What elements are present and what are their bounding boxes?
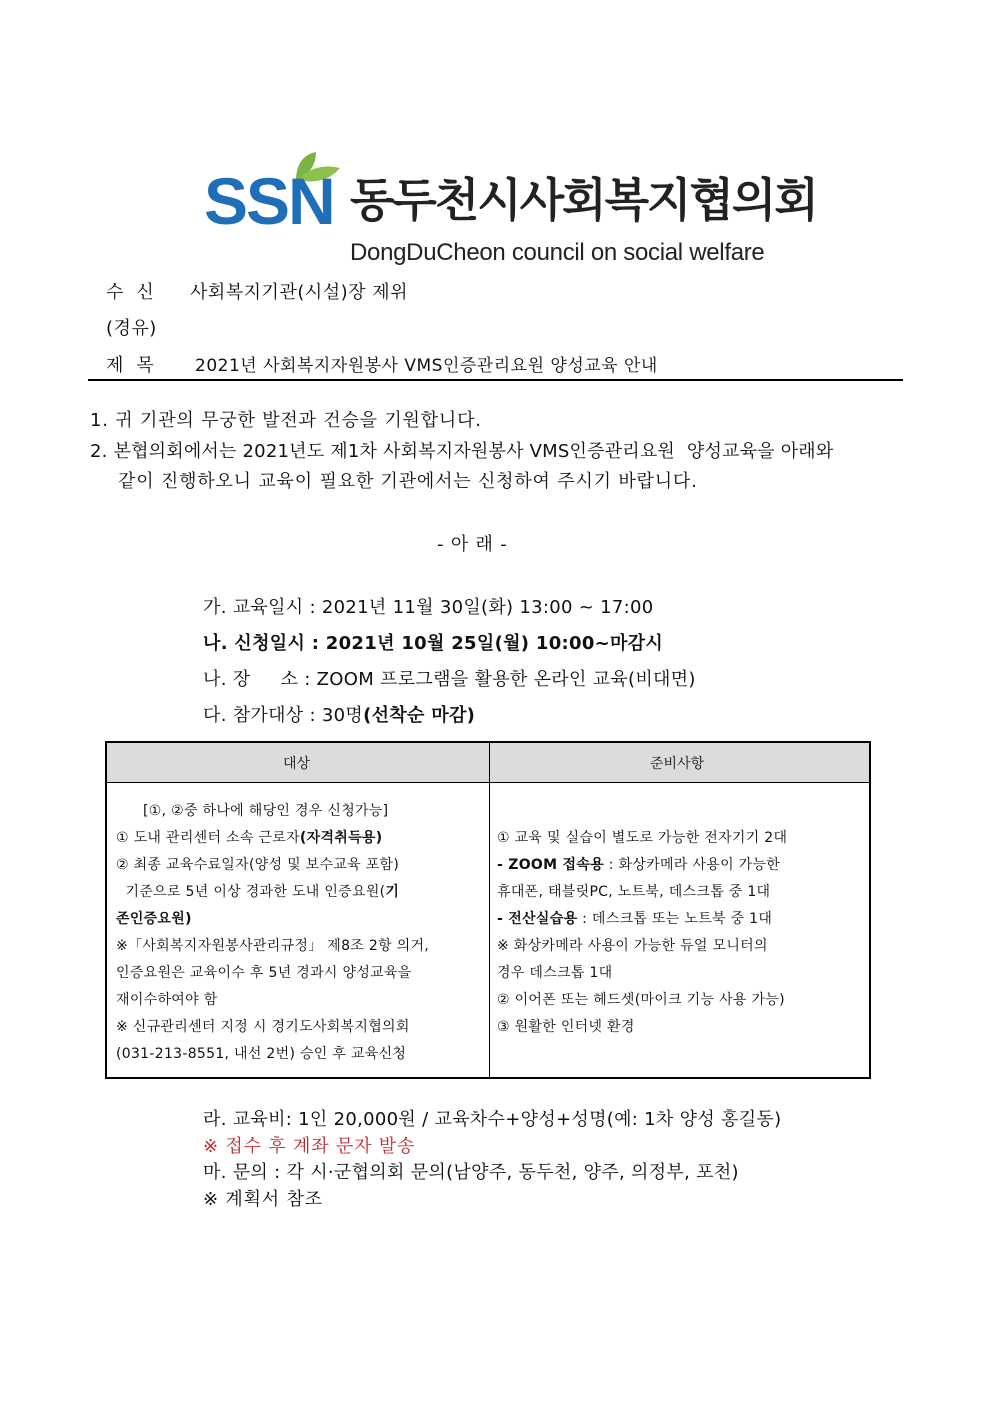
logo-org-name-kr: 동두천시사회복지협의회 xyxy=(350,173,817,227)
left-cell-line: ※「사회복지자원봉사관리규정」 제8조 2항 의거, xyxy=(116,938,430,954)
left-cell-line: ② 최종 교육수료일자(양성 및 보수교육 포함) xyxy=(116,857,400,873)
logo-org-name-en: DongDuCheon council on social welfare xyxy=(350,239,765,266)
item-da xyxy=(203,701,475,727)
subject-value: 2021년 사회복지자원봉사 VMS인증관리요원 양성교육 안내 xyxy=(195,356,658,376)
right-cell-line: ※ 화상카메라 사용이 가능한 듀얼 모니터의 xyxy=(497,938,768,954)
info-table xyxy=(105,741,871,1079)
left-cell-line: ※ 신규관리센터 지정 시 경기도사회복지협의회 xyxy=(116,1019,410,1035)
table-header-preparation: 준비사항 xyxy=(650,756,705,772)
left-cell-line: ① 도내 관리센터 소속 근로자(자격취득용) xyxy=(116,830,383,846)
table-header-row xyxy=(107,743,869,783)
reference-note: ※ 계획서 참조 xyxy=(203,1189,323,1210)
left-cell-line: 인증요원은 교육이수 후 5년 경과시 양성교육을 xyxy=(116,965,412,981)
paragraph-1: 1. 귀 기관의 무궁한 발전과 건승을 기원합니다. xyxy=(90,410,482,431)
item-ma: 마. 문의 : 각 시·군협의회 문의(남양주, 동두천, 양주, 의정부, 포천) xyxy=(203,1162,739,1183)
left-cell-line: 존인증요원) xyxy=(116,911,192,927)
right-cell-line: ③ 원활한 인터넷 환경 xyxy=(497,1019,635,1035)
via-label: (경유) xyxy=(106,318,157,339)
right-cell-line: 휴대폰, 태블릿PC, 노트북, 데스크톱 중 1대 xyxy=(497,884,771,900)
paragraph-2-line-1: 2. 본협의회에서는 2021년도 제1차 사회복지자원봉사 VMS인증관리요원 양성교육을 아래와 xyxy=(90,441,834,462)
logo-brand-mark: SSN xyxy=(204,164,334,238)
item-na-application: 나. 신청일시 : 2021년 10월 25일(월) 10:00~마감시 xyxy=(203,633,664,654)
table-header-target: 대상 xyxy=(283,756,311,772)
item-ra: 라. 교육비: 1인 20,000원 / 교육차수+양성+성명(예: 1차 양성 홍길동) xyxy=(203,1109,782,1130)
left-cell-line: [①, ②중 하나에 해당인 경우 신청가능] xyxy=(143,803,389,819)
recipient-label: 수 신 xyxy=(106,282,155,303)
header-divider xyxy=(88,379,903,381)
recipient-value: 사회복지기관(시설)장 제위 xyxy=(190,282,409,303)
paragraph-2-line-2: 같이 진행하오니 교육이 필요한 기관에서는 신청하여 주시기 바랍니다. xyxy=(118,471,698,492)
item-da-prefix: 다. 참가대상 : 30명 xyxy=(203,705,364,726)
right-cell-line: - 전산실습용 : 데스크톱 또는 노트북 중 1대 xyxy=(497,911,773,927)
item-ga: 가. 교육일시 : 2021년 11월 30일(화) 13:00 ~ 17:00 xyxy=(203,597,654,618)
left-cell-line: (031-213-8551, 내선 2번) 승인 후 교육신청 xyxy=(116,1046,407,1062)
item-ra-note: ※ 접수 후 계좌 문자 발송 xyxy=(203,1136,416,1157)
section-title: - 아 래 - xyxy=(437,534,508,555)
table-column-divider xyxy=(489,743,490,1077)
item-da-bold: (선착순 마감) xyxy=(363,705,476,726)
subject-label: 제 목 xyxy=(106,355,155,376)
right-cell-line: - ZOOM 접속용 : 화상카메라 사용이 가능한 xyxy=(497,857,781,873)
left-cell-line: 기준으로 5년 이상 경과한 도내 인증요원(기 xyxy=(116,884,400,900)
left-cell-line: 재이수하여야 함 xyxy=(116,992,218,1008)
right-cell-line: ① 교육 및 실습이 별도로 가능한 전자기기 2대 xyxy=(497,830,788,846)
right-cell-line: 경우 데스크톱 1대 xyxy=(497,965,613,981)
right-cell-line: ② 이어폰 또는 헤드셋(마이크 기능 사용 가능) xyxy=(497,992,785,1008)
item-na-location: 나. 장 소 : ZOOM 프로그램을 활용한 온라인 교육(비대면) xyxy=(203,669,696,690)
